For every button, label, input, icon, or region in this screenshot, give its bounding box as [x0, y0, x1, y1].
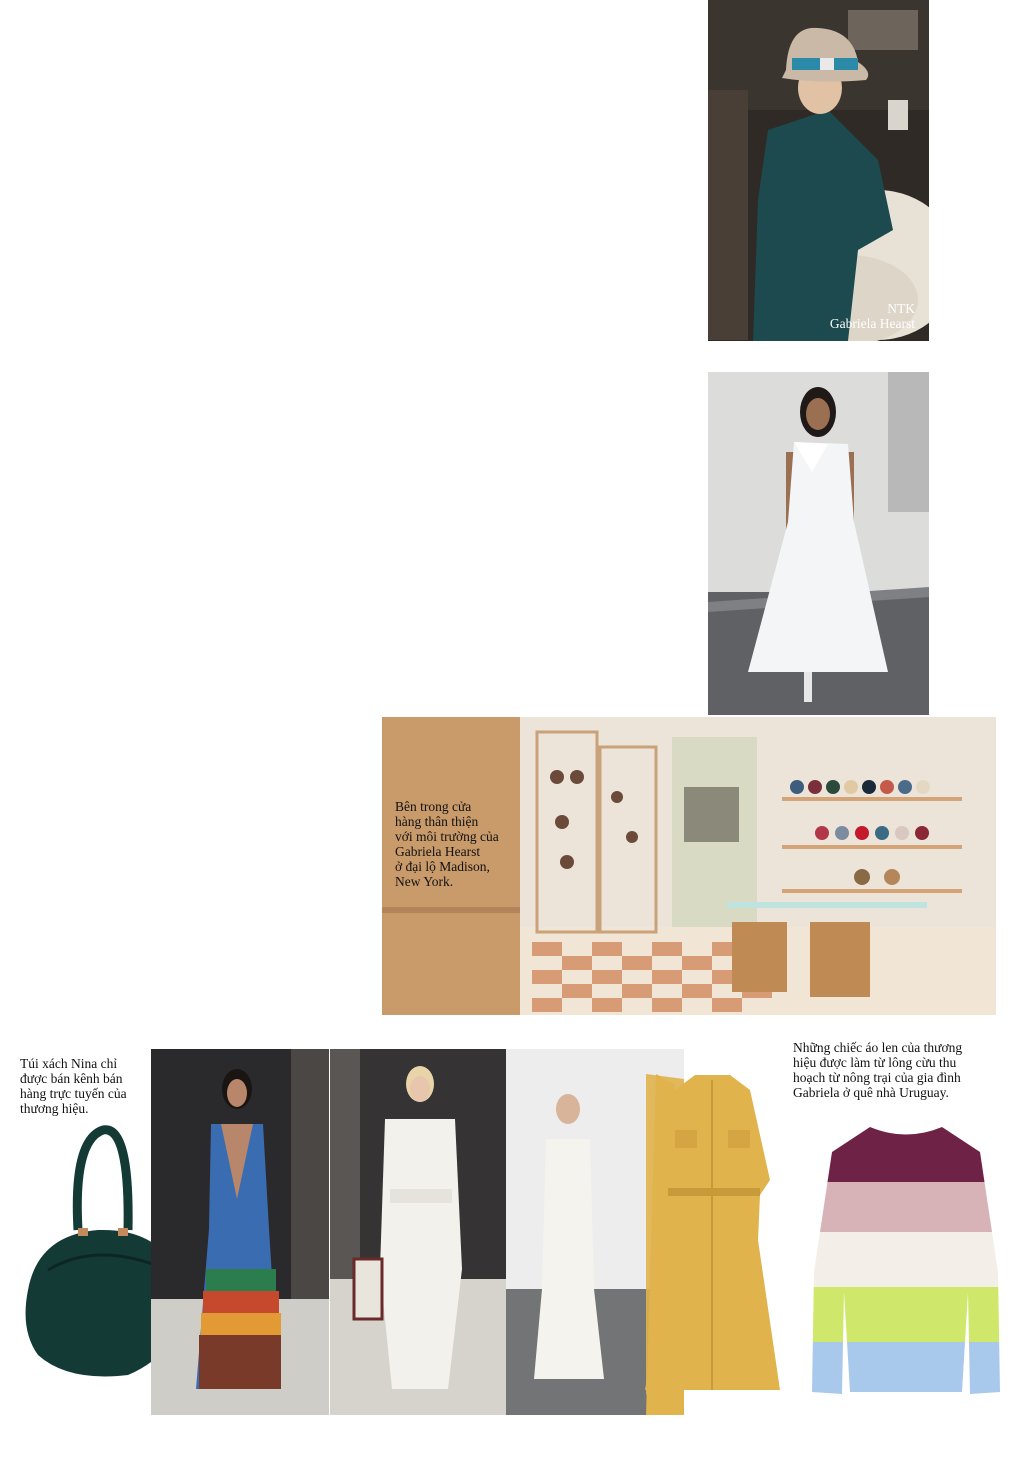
caption-line: Gabriela ở quê nhà Uruguay. [793, 1085, 949, 1100]
runway-white-dress-photo [708, 372, 929, 715]
runway-white-outfit-photo [330, 1049, 506, 1415]
sweater-caption [793, 1040, 962, 1100]
designer-photo [708, 0, 929, 341]
caption-line: New York. [395, 874, 454, 889]
caption-line: NTK [887, 301, 915, 316]
caption-line: Túi xách Nina chỉ [20, 1056, 118, 1071]
caption-line: Bên trong cửa [395, 799, 472, 814]
runway-striped-dress-photo [151, 1049, 329, 1415]
caption-line: thương hiệu. [20, 1101, 89, 1116]
caption-line: với môi trường của [395, 829, 499, 844]
caption-line: ở đại lộ Madison, [395, 859, 490, 874]
store-caption [395, 799, 499, 889]
bag-caption [20, 1056, 127, 1116]
caption-line: hàng trực tuyến của [20, 1086, 127, 1101]
caption-line: hiệu được làm từ lông cừu thu [793, 1055, 957, 1070]
caption-line: hàng thân thiện [395, 814, 479, 829]
striped-sweater-photo [810, 1122, 1002, 1400]
designer-caption [830, 301, 915, 331]
caption-line: Gabriela Hearst [829, 316, 915, 331]
store-interior-photo [382, 717, 996, 1015]
yellow-dress-photo [640, 1070, 785, 1395]
caption-line: Gabriela Hearst [395, 844, 481, 859]
caption-line: được bán kênh bán [20, 1071, 123, 1086]
caption-line: Những chiếc áo len của thương [793, 1040, 963, 1055]
caption-line: hoạch từ nông trại của gia đình [793, 1070, 961, 1085]
